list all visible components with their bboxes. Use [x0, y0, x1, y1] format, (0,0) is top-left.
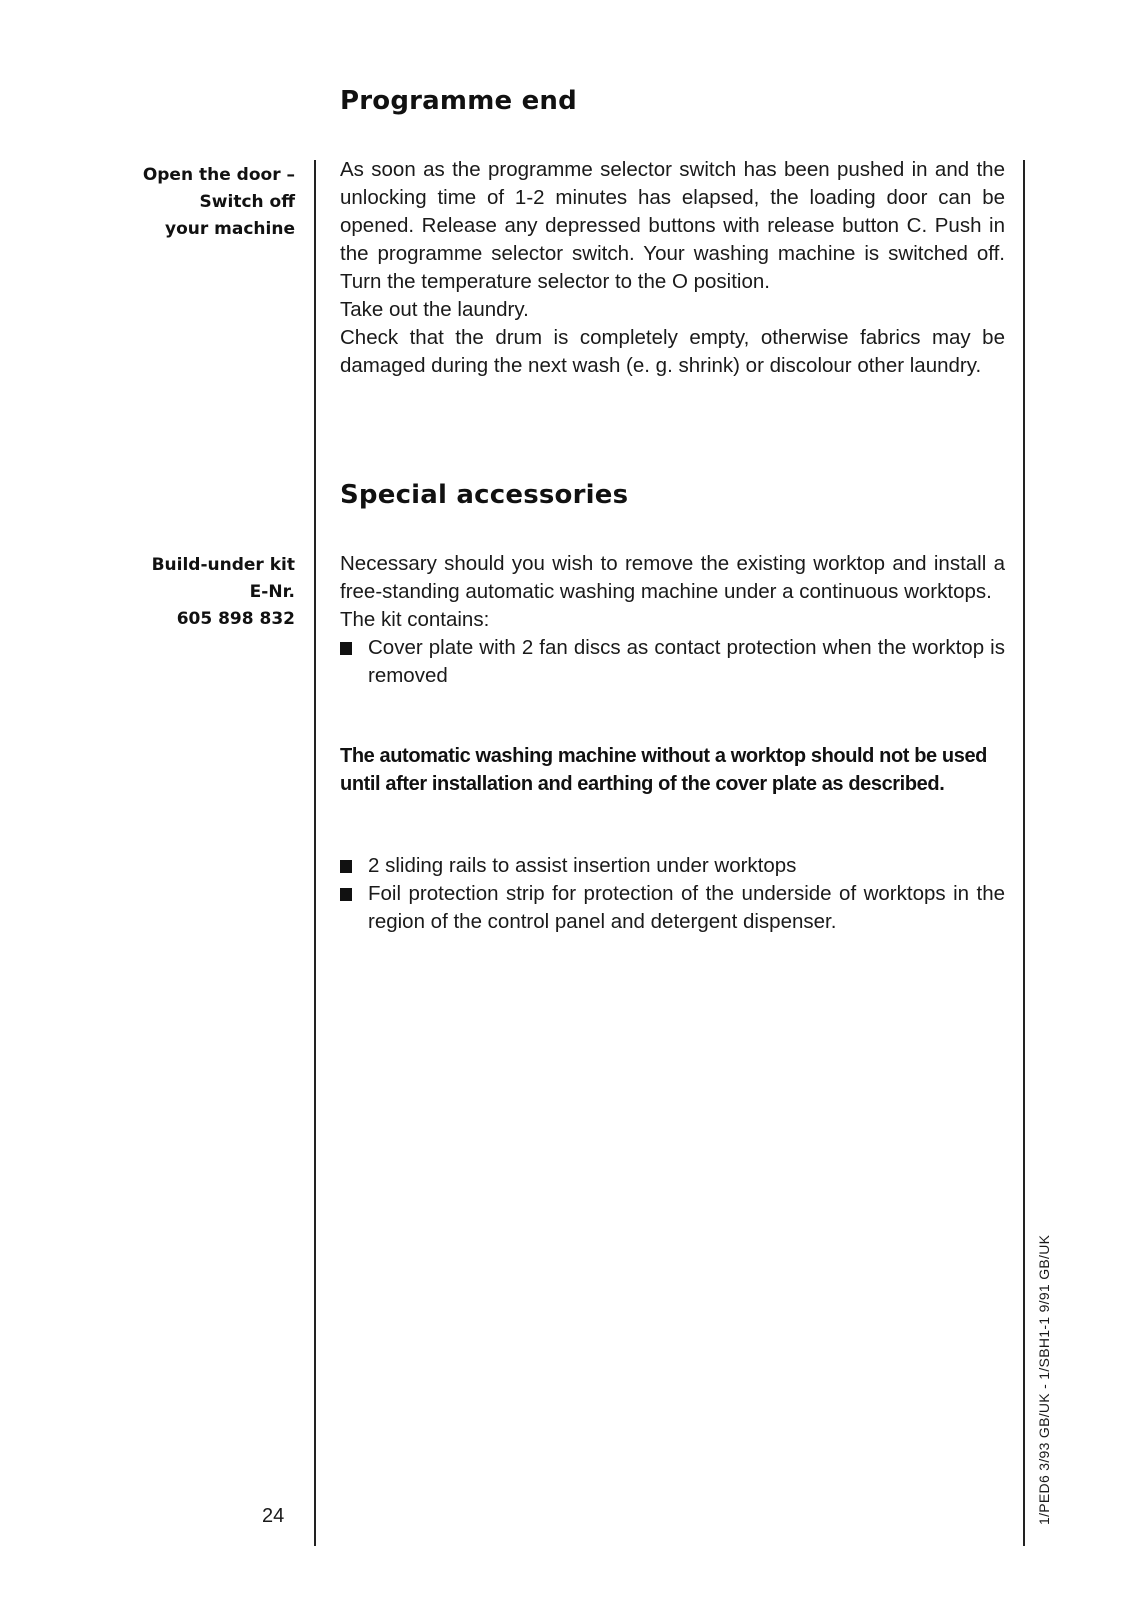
side-label-open-door [143, 162, 295, 243]
left-column-rule [314, 160, 316, 1546]
special-accessories-text [340, 550, 1005, 690]
paragraph: Check that the drum is completely empty, otherwise fabrics may be damaged during the next wash (e. g. shrink) or discolour other laundry. [340, 326, 1005, 377]
heading-special-accessories: Special accessories [340, 480, 629, 510]
warning-note: The automatic washing machine without a worktop should not be used until after installation and earthing of the cover plate as described. [340, 745, 987, 795]
bullet-item: Cover plate with 2 fan discs as contact protection when the worktop is removed [340, 634, 1005, 690]
side-label-line: 605 898 832 [176, 609, 295, 629]
side-label-line: Switch off [199, 192, 295, 212]
paragraph: As soon as the programme selector switch has been pushed in and the unlocking time of 1-2 minutes has elapsed, the loading door can be opened. Release any depressed buttons with release button C. Push in the programme selector switch. Your washing machine is switched off. Turn the temperature selector to the O position. [340, 158, 1005, 293]
programme-end-text [340, 156, 1005, 380]
right-column-rule [1023, 160, 1025, 1546]
heading-programme-end: Programme end [340, 86, 577, 116]
side-label-line: your machine [165, 219, 295, 239]
paragraph: Necessary should you wish to remove the existing worktop and install a free-standing automatic washing machine under a continuous worktops. [340, 552, 1005, 603]
side-label-build-under-kit [152, 552, 295, 633]
bullet-item: 2 sliding rails to assist insertion under worktops [340, 852, 1005, 880]
side-label-line: E-Nr. [249, 582, 295, 602]
side-label-line: Build-under kit [151, 555, 295, 575]
paragraph: The kit contains: [340, 608, 490, 631]
bullet-item: Foil protection strip for protection of the underside of worktops in the region of the control panel and detergent dispenser. [340, 880, 1005, 936]
side-label-line: Open the door – [142, 165, 295, 185]
page-number: 24 [262, 1505, 285, 1527]
accessories-list [340, 852, 1005, 936]
paragraph: Take out the laundry. [340, 298, 529, 321]
document-code: 1/PED6 3/93 GB/UK - 1/SBH1-1 9/91 GB/UK [1036, 1234, 1052, 1525]
